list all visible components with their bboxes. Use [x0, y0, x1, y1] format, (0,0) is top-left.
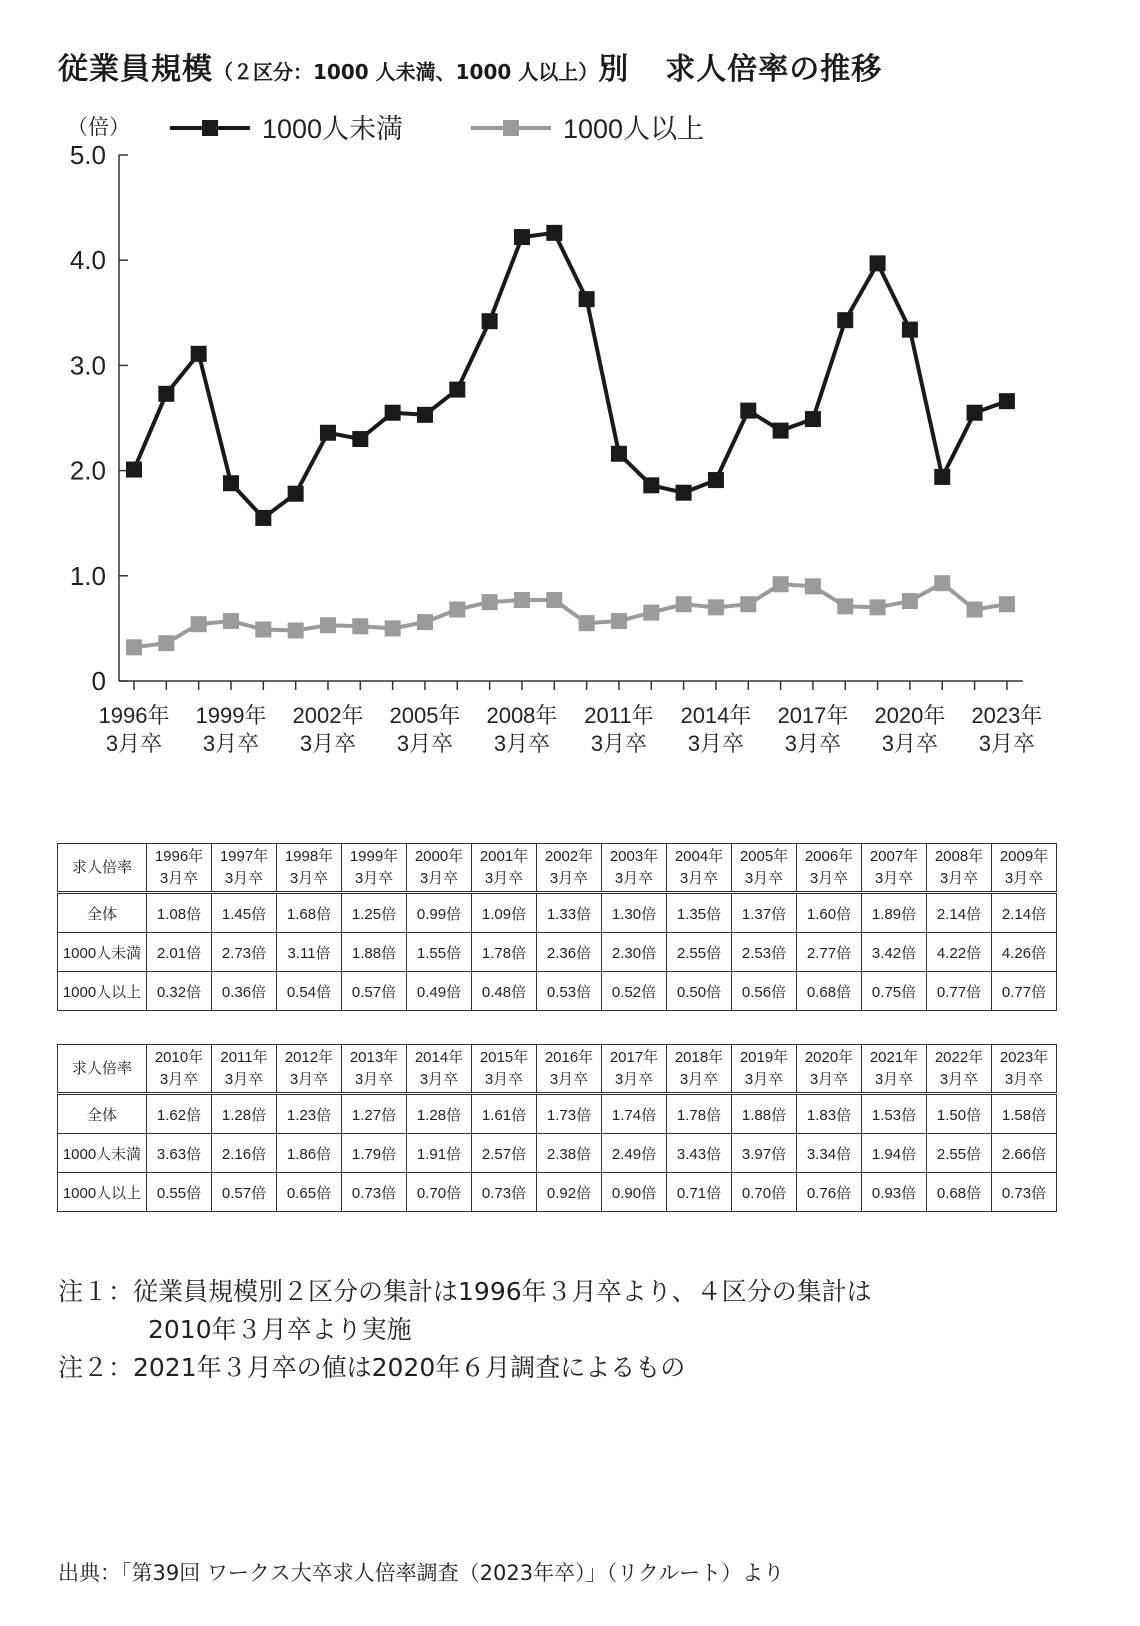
- data-point-under-1000: [385, 405, 401, 421]
- y-tick-label: 2.0: [69, 455, 106, 486]
- legend-label-over-1000: 1000人以上: [563, 114, 705, 144]
- y-tick-label: 0: [91, 666, 106, 696]
- table-cell: 2.38倍: [537, 1134, 602, 1173]
- table-cell: 2.73倍: [212, 933, 277, 972]
- x-tick-label-month: 3月卒: [493, 731, 551, 756]
- table-cell: 2.16倍: [212, 1134, 277, 1173]
- data-point-under-1000: [255, 510, 271, 526]
- data-point-over-1000: [255, 621, 271, 637]
- table-cell: 0.68倍: [927, 1173, 992, 1212]
- table-cell: 0.50倍: [667, 972, 732, 1011]
- data-point-under-1000: [902, 322, 918, 338]
- row-label: 全体: [58, 893, 147, 933]
- column-header: 2002年 3月卒: [537, 844, 602, 893]
- data-point-under-1000: [514, 229, 530, 245]
- data-point-over-1000: [546, 592, 562, 608]
- data-point-over-1000: [385, 620, 401, 636]
- table-cell: 0.49倍: [407, 972, 472, 1011]
- column-header: 2003年 3月卒: [602, 844, 667, 893]
- data-point-over-1000: [999, 596, 1015, 612]
- y-tick-label: 1.0: [69, 560, 106, 591]
- data-point-under-1000: [191, 346, 207, 362]
- data-point-under-1000: [967, 405, 983, 421]
- table-cell: 2.77倍: [797, 933, 862, 972]
- table-cell: 0.36倍: [212, 972, 277, 1011]
- table-cell: 1.78倍: [472, 933, 537, 972]
- legend-label-under-1000: 1000人未満: [262, 114, 404, 144]
- table-cell: 2.53倍: [732, 933, 797, 972]
- y-tick-label: 5.0: [69, 140, 106, 170]
- x-tick-label-month: 3月卒: [978, 731, 1036, 756]
- table-cell: 1.79倍: [342, 1134, 407, 1173]
- row-label: 1000人以上: [58, 972, 147, 1011]
- table-cell: 2.55倍: [927, 1134, 992, 1173]
- table-cell: 0.54倍: [277, 972, 342, 1011]
- x-tick-label-year: 2005年: [389, 703, 461, 728]
- row-overall: [58, 1094, 1057, 1134]
- row-label: 1000人未満: [58, 1134, 147, 1173]
- table-cell: 2.30倍: [602, 933, 667, 972]
- data-point-under-1000: [579, 291, 595, 307]
- table-cell: 1.88倍: [732, 1094, 797, 1134]
- table-cell: 1.68倍: [277, 893, 342, 933]
- row-label: 全体: [58, 1094, 147, 1134]
- table-corner-label: 求人倍率: [58, 1045, 147, 1094]
- column-header: 2007年 3月卒: [862, 844, 927, 893]
- data-point-under-1000: [870, 255, 886, 271]
- column-header: 1997年 3月卒: [212, 844, 277, 893]
- data-point-under-1000: [482, 313, 498, 329]
- column-header: 2022年 3月卒: [927, 1045, 992, 1094]
- data-point-under-1000: [223, 475, 239, 491]
- table-cell: 1.62倍: [147, 1094, 212, 1134]
- data-point-under-1000: [320, 425, 336, 441]
- line-chart: [0, 110, 1140, 790]
- table-cell: 0.70倍: [732, 1173, 797, 1212]
- data-point-under-1000: [934, 469, 950, 485]
- table-cell: 1.74倍: [602, 1094, 667, 1134]
- data-point-under-1000: [449, 382, 465, 398]
- data-point-over-1000: [482, 594, 498, 610]
- table-cell: 0.53倍: [537, 972, 602, 1011]
- title-main: 従業員規模: [58, 52, 213, 87]
- legend-marker-under-1000: [202, 120, 218, 136]
- table-cell: 1.30倍: [602, 893, 667, 933]
- data-point-under-1000: [352, 431, 368, 447]
- table-cell: 0.70倍: [407, 1173, 472, 1212]
- table-cell: 1.28倍: [407, 1094, 472, 1134]
- x-tick-label-year: 1999年: [195, 703, 267, 728]
- table-cell: 1.08倍: [147, 893, 212, 933]
- column-header: 2005年 3月卒: [732, 844, 797, 893]
- table-cell: 0.55倍: [147, 1173, 212, 1212]
- data-point-over-1000: [676, 596, 692, 612]
- table-cell: 0.76倍: [797, 1173, 862, 1212]
- row-over-1000: [58, 972, 1057, 1011]
- table-cell: 1.53倍: [862, 1094, 927, 1134]
- table-cell: 0.52倍: [602, 972, 667, 1011]
- data-point-under-1000: [288, 486, 304, 502]
- notes: [58, 1273, 872, 1387]
- table-cell: 1.25倍: [342, 893, 407, 933]
- column-header: 2006年 3月卒: [797, 844, 862, 893]
- column-header: 1996年 3月卒: [147, 844, 212, 893]
- data-point-over-1000: [967, 601, 983, 617]
- data-point-under-1000: [740, 403, 756, 419]
- table-cell: 0.93倍: [862, 1173, 927, 1212]
- table-cell: 3.34倍: [797, 1134, 862, 1173]
- x-tick-label-year: 1996年: [98, 703, 170, 728]
- table-cell: 1.55倍: [407, 933, 472, 972]
- x-tick-label-month: 3月卒: [299, 731, 357, 756]
- data-point-over-1000: [223, 613, 239, 629]
- column-header: 2017年 3月卒: [602, 1045, 667, 1094]
- table-cell: 1.94倍: [862, 1134, 927, 1173]
- table-cell: 2.01倍: [147, 933, 212, 972]
- table-cell: 1.91倍: [407, 1134, 472, 1173]
- note-1-line-2: 2010年３月卒より実施: [148, 1315, 412, 1344]
- data-point-under-1000: [126, 462, 142, 478]
- x-tick-label-year: 2014年: [680, 703, 752, 728]
- source-citation: 出典：「第39回 ワークス大卒求人倍率調査（2023年卒）」（リクルート）より: [58, 1561, 785, 1585]
- series-line-under-1000: [134, 233, 1007, 518]
- data-point-under-1000: [546, 225, 562, 241]
- table-cell: 1.45倍: [212, 893, 277, 933]
- data-table-1996-2009: [57, 843, 1057, 1011]
- table-cell: 4.26倍: [992, 933, 1057, 972]
- table-cell: 0.65倍: [277, 1173, 342, 1212]
- title-tail-1: 別: [598, 52, 630, 87]
- table-cell: 1.33倍: [537, 893, 602, 933]
- column-header: 2009年 3月卒: [992, 844, 1057, 893]
- table-cell: 1.28倍: [212, 1094, 277, 1134]
- table-cell: 3.11倍: [277, 933, 342, 972]
- table-cell: 0.90倍: [602, 1173, 667, 1212]
- table-cell: 0.73倍: [472, 1173, 537, 1212]
- x-tick-label-year: 2011年: [584, 703, 654, 728]
- column-header: 2004年 3月卒: [667, 844, 732, 893]
- column-header: 2000年 3月卒: [407, 844, 472, 893]
- y-tick-label: 4.0: [69, 245, 106, 276]
- table-cell: 2.57倍: [472, 1134, 537, 1173]
- x-tick-label-year: 2017年: [777, 703, 849, 728]
- table-cell: 1.37倍: [732, 893, 797, 933]
- data-point-over-1000: [579, 615, 595, 631]
- x-tick-label-year: 2020年: [874, 703, 946, 728]
- data-point-over-1000: [902, 593, 918, 609]
- row-label: 1000人以上: [58, 1173, 147, 1212]
- data-point-over-1000: [191, 616, 207, 632]
- column-header: 2008年 3月卒: [927, 844, 992, 893]
- x-tick-label-year: 2023年: [971, 703, 1043, 728]
- data-point-over-1000: [449, 601, 465, 617]
- data-point-over-1000: [643, 605, 659, 621]
- column-header: 1998年 3月卒: [277, 844, 342, 893]
- table-cell: 0.56倍: [732, 972, 797, 1011]
- table-cell: 0.92倍: [537, 1173, 602, 1212]
- data-point-under-1000: [158, 386, 174, 402]
- table-cell: 1.73倍: [537, 1094, 602, 1134]
- table-cell: 1.86倍: [277, 1134, 342, 1173]
- data-point-over-1000: [837, 598, 853, 614]
- table-cell: 2.14倍: [992, 893, 1057, 933]
- column-header: 2019年 3月卒: [732, 1045, 797, 1094]
- table-cell: 0.57倍: [212, 1173, 277, 1212]
- column-header: 2020年 3月卒: [797, 1045, 862, 1094]
- table-cell: 1.89倍: [862, 893, 927, 933]
- y-axis-unit: （倍）: [67, 116, 130, 139]
- table-cell: 1.58倍: [992, 1094, 1057, 1134]
- table-cell: 2.66倍: [992, 1134, 1057, 1173]
- x-tick-label-month: 3月卒: [784, 731, 842, 756]
- column-header: 2001年 3月卒: [472, 844, 537, 893]
- data-point-under-1000: [417, 407, 433, 423]
- table-cell: 0.75倍: [862, 972, 927, 1011]
- data-point-over-1000: [934, 575, 950, 591]
- data-point-over-1000: [870, 599, 886, 615]
- table-cell: 1.50倍: [927, 1094, 992, 1134]
- data-point-over-1000: [708, 599, 724, 615]
- table-cell: 3.42倍: [862, 933, 927, 972]
- data-point-over-1000: [126, 639, 142, 655]
- x-tick-label-month: 3月卒: [105, 731, 163, 756]
- note-2: 注２：2021年３月卒の値は2020年６月調査によるもの: [58, 1353, 686, 1382]
- table-cell: 1.27倍: [342, 1094, 407, 1134]
- row-over-1000: [58, 1173, 1057, 1212]
- data-point-over-1000: [320, 617, 336, 633]
- data-point-over-1000: [288, 623, 304, 639]
- column-header: 2011年 3月卒: [212, 1045, 277, 1094]
- table-cell: 2.36倍: [537, 933, 602, 972]
- table-cell: 1.61倍: [472, 1094, 537, 1134]
- column-header: 2018年 3月卒: [667, 1045, 732, 1094]
- data-point-under-1000: [676, 485, 692, 501]
- data-point-over-1000: [158, 635, 174, 651]
- table-cell: 2.14倍: [927, 893, 992, 933]
- table-cell: 3.97倍: [732, 1134, 797, 1173]
- data-point-over-1000: [805, 578, 821, 594]
- column-header: 2021年 3月卒: [862, 1045, 927, 1094]
- table-cell: 0.99倍: [407, 893, 472, 933]
- chart-title: [58, 44, 882, 88]
- data-point-over-1000: [417, 614, 433, 630]
- table-cell: 1.60倍: [797, 893, 862, 933]
- column-header: 2010年 3月卒: [147, 1045, 212, 1094]
- data-point-under-1000: [708, 472, 724, 488]
- table-cell: 4.22倍: [927, 933, 992, 972]
- row-label: 1000人未満: [58, 933, 147, 972]
- table-header-row: [58, 844, 1057, 893]
- title-sub: （２区分：1000 人未満、1000 人以上）: [213, 60, 599, 84]
- table-cell: 2.55倍: [667, 933, 732, 972]
- table-cell: 2.49倍: [602, 1134, 667, 1173]
- data-point-over-1000: [611, 613, 627, 629]
- data-point-over-1000: [773, 576, 789, 592]
- table-cell: 1.09倍: [472, 893, 537, 933]
- data-point-under-1000: [611, 446, 627, 462]
- table-cell: 0.57倍: [342, 972, 407, 1011]
- data-point-under-1000: [805, 411, 821, 427]
- column-header: 2013年 3月卒: [342, 1045, 407, 1094]
- table-corner-label: 求人倍率: [58, 844, 147, 893]
- table-cell: 1.78倍: [667, 1094, 732, 1134]
- column-header: 1999年 3月卒: [342, 844, 407, 893]
- column-header: 2015年 3月卒: [472, 1045, 537, 1094]
- data-point-under-1000: [773, 423, 789, 439]
- table-cell: 3.63倍: [147, 1134, 212, 1173]
- table-cell: 1.88倍: [342, 933, 407, 972]
- data-point-over-1000: [740, 596, 756, 612]
- table-cell: 0.68倍: [797, 972, 862, 1011]
- data-point-over-1000: [352, 618, 368, 634]
- title-tail-2: 求人倍率の推移: [665, 52, 883, 87]
- x-tick-label-year: 2002年: [292, 703, 364, 728]
- data-point-over-1000: [514, 592, 530, 608]
- x-tick-label-month: 3月卒: [687, 731, 745, 756]
- data-point-under-1000: [999, 393, 1015, 409]
- column-header: 2014年 3月卒: [407, 1045, 472, 1094]
- table-cell: 3.43倍: [667, 1134, 732, 1173]
- data-point-under-1000: [643, 477, 659, 493]
- table-cell: 1.23倍: [277, 1094, 342, 1134]
- note-1-line-1: 注１：従業員規模別２区分の集計は1996年３月卒より、４区分の集計は: [58, 1277, 872, 1306]
- row-under-1000: [58, 1134, 1057, 1173]
- data-point-under-1000: [837, 312, 853, 328]
- row-overall: [58, 893, 1057, 933]
- column-header: 2012年 3月卒: [277, 1045, 342, 1094]
- x-tick-label-month: 3月卒: [202, 731, 260, 756]
- x-tick-label-month: 3月卒: [590, 731, 648, 756]
- table-cell: 0.77倍: [927, 972, 992, 1011]
- table-cell: 0.73倍: [992, 1173, 1057, 1212]
- table-cell: 0.71倍: [667, 1173, 732, 1212]
- x-tick-label-year: 2008年: [486, 703, 558, 728]
- table-cell: 0.48倍: [472, 972, 537, 1011]
- data-table-2010-2023: [57, 1044, 1057, 1212]
- x-tick-label-month: 3月卒: [396, 731, 454, 756]
- legend-marker-over-1000: [503, 120, 519, 136]
- column-header: 2016年 3月卒: [537, 1045, 602, 1094]
- x-tick-label-month: 3月卒: [881, 731, 939, 756]
- table-cell: 0.77倍: [992, 972, 1057, 1011]
- y-tick-label: 3.0: [69, 350, 106, 381]
- row-under-1000: [58, 933, 1057, 972]
- table-cell: 0.32倍: [147, 972, 212, 1011]
- table-header-row: [58, 1045, 1057, 1094]
- column-header: 2023年 3月卒: [992, 1045, 1057, 1094]
- table-cell: 0.73倍: [342, 1173, 407, 1212]
- table-cell: 1.83倍: [797, 1094, 862, 1134]
- table-cell: 1.35倍: [667, 893, 732, 933]
